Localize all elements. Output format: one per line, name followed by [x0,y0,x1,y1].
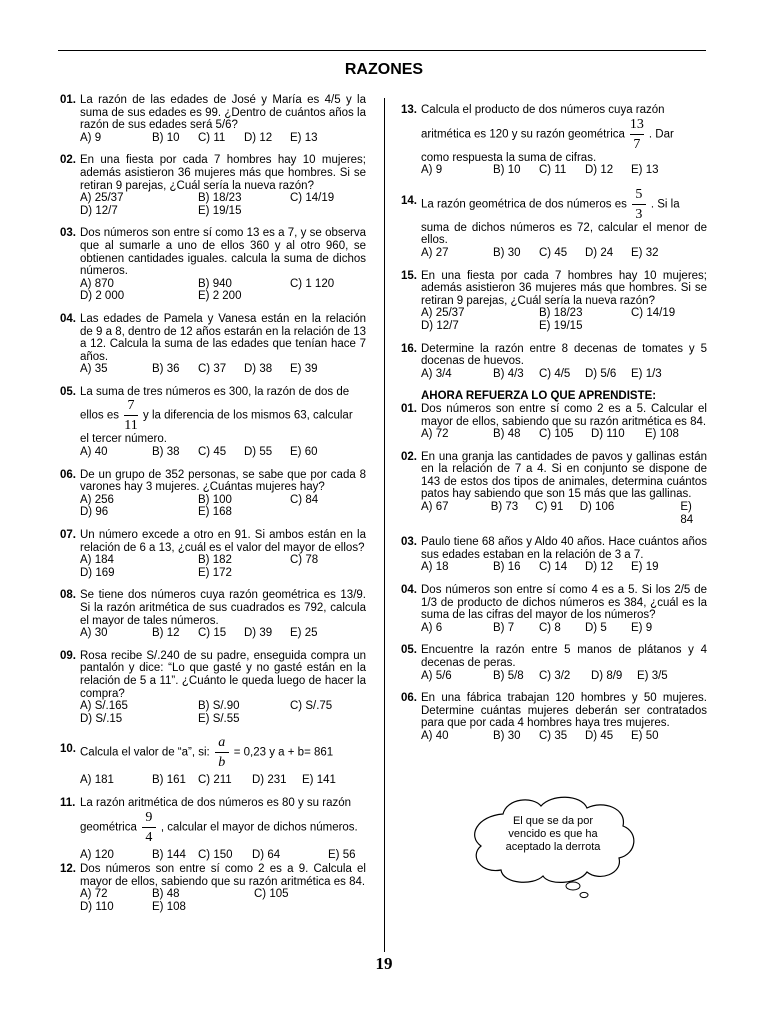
thought-cloud [463,792,643,900]
option-e: E) 19/15 [198,204,242,217]
option-d: D) 2 000 [80,290,125,303]
cloud-text-line-1: El que se da por [512,815,594,827]
option-d: D) 169 [80,566,115,579]
question-11 [60,797,366,861]
option-c: C) 14/19 [631,307,676,320]
question-number: 13. [401,104,417,116]
question-number: 04. [401,584,417,597]
option-a: A) S/.165 [80,700,128,713]
question-16 [401,343,707,381]
option-c: C) 11 [539,164,567,177]
numerator: a [218,735,226,751]
question-number: 06. [60,468,76,481]
right-column [401,104,707,753]
fraction [124,398,138,433]
option-c: C) 78 [290,554,319,567]
answer-options [421,428,707,441]
option-b: B) 30 [493,729,521,742]
option-a: A) 67 [421,501,449,514]
question-number: 04. [60,312,76,325]
option-a: A) 120 [80,848,114,861]
fraction [630,117,644,152]
question-number: 05. [401,644,417,657]
option-c: C) 14/19 [290,192,335,205]
option-a: A) 72 [421,428,449,441]
option-b: B) 10 [493,164,521,177]
option-c: C) 105 [539,428,574,441]
question-text: Las edades de Pamela y Vanesa están en la relación de 9 a 8, dentro de 12 años estarán en la relación de 13 a 12. Calcula la suma de las edades que tenían hace 7 años. [80,312,366,363]
option-e: E) 50 [631,729,659,742]
left-column [60,94,366,924]
question-15 [401,270,707,333]
question-text: Calcula el valor de “a”, si: [80,746,210,759]
numerator: 7 [127,398,135,414]
answer-options [421,730,707,743]
question-number: 14. [401,194,417,207]
option-a: A) 9 [80,131,102,144]
option-a: A) 25/37 [80,192,124,205]
question-08 [60,589,366,639]
option-b: B) 4/3 [493,367,524,380]
option-d: D) 96 [80,506,109,519]
answer-options [421,164,707,177]
review-question-04 [401,584,707,634]
question-number: 11. [60,796,76,809]
option-d: D) 110 [591,428,625,441]
question-text: La suma de tres números es 300, la razón de dos de [80,385,350,398]
question-text: En una fiesta por cada 7 hombres hay 10 mujeres; además asistieron 36 mujeres más que hombres. Si se retiran 9 parejas, ¿Cuál sería la nueva razón? [80,154,366,192]
question-text: Dos números son entre sí como 13 es a 7, y se observa que al sumarle a uno de ellos 360 y al otro 960, se obtienen cantidades iguales. calcula la suma de dichos números. [80,227,366,278]
question-text: Calcula el producto de dos números cuya razón [421,104,665,116]
option-a: A) 870 [80,277,114,290]
option-a: A) 256 [80,493,114,506]
answer-options [80,278,366,291]
question-07 [60,529,366,579]
answer-options [80,627,366,640]
option-e: E) 39 [290,363,318,376]
review-question-03 [401,536,707,574]
fraction-bar [142,827,156,828]
option-c: C) 91 [535,501,564,514]
answer-options [421,622,707,635]
option-d: D) 38 [244,363,273,376]
cloud-text-line-2: vencido es que ha [508,828,598,840]
question-number: 06. [401,692,417,705]
answer-options [80,494,366,507]
page-number: 19 [375,954,393,973]
question-text: La razón de las edades de José y María es 4/5 y la suma de sus edades es 99. ¿Dentro de cuántos años la razón de sus edades será 5/6? [80,94,366,132]
answer-options [421,247,707,260]
option-b: B) 48 [493,428,521,441]
option-a: A) 35 [80,363,108,376]
option-e: E) 19 [631,561,659,574]
question-number: 08. [60,589,76,602]
cloud-text-line-3: aceptado la derrota [505,841,601,853]
answer-options [80,888,366,901]
option-b: B) 100 [198,493,232,506]
question-text: Determine la razón entre 8 decenas de tomates y 5 docenas de huevos. [421,342,707,368]
denominator: b [218,755,226,771]
question-text: En una fiesta por cada 7 hombres hay 10 mujeres; además asistieron 36 mujeres más que hombres. Si se retiran 9 parejas, ¿Cuál sería la nueva razón? [421,269,707,307]
option-b: B) 18/23 [539,307,583,320]
answer-options [421,561,707,574]
option-b: B) S/.90 [198,700,240,713]
option-d: D) 24 [585,246,614,259]
option-e: E) 32 [631,246,659,259]
option-b: B) 38 [152,446,180,459]
question-text: En una fábrica trabajan 120 hombres y 50 mujeres. Determine cuántas mujeres deberán ser contratados para que por cada 4 hombres haya tres mujeres. [421,692,707,730]
option-e: E) 25 [290,627,318,640]
cloud-bubble [566,882,580,890]
review-question-02 [401,451,707,527]
option-b: B) 12 [152,627,180,640]
option-e: E) 108 [152,900,186,913]
column-divider [384,98,385,952]
option-c: C) 211 [198,774,232,787]
question-text: . Si la [650,198,680,211]
option-c: C) 11 [198,131,226,144]
question-13 [401,104,707,177]
option-c: C) 1 120 [290,277,335,290]
fraction [632,187,646,222]
option-c: C) 105 [254,888,289,901]
answer-options [80,774,366,787]
option-d: D) 45 [585,729,614,742]
option-d: D) 12 [585,164,614,177]
option-c: C) 45 [539,246,568,259]
option-a: A) 5/6 [421,669,452,682]
page-title: RAZONES [344,61,424,78]
option-d: D) 55 [244,446,273,459]
option-b: B) 10 [152,131,180,144]
review-question-05 [401,644,707,682]
question-10 [60,735,366,787]
question-number: 07. [60,529,76,542]
question-number: 10. [60,743,76,756]
numerator: 9 [145,809,153,825]
option-a: A) 72 [80,888,108,901]
option-b: B) 940 [198,277,232,290]
question-05 [60,386,366,459]
option-d: D) S/.15 [80,712,123,725]
question-text: el tercer número. [80,433,167,446]
fraction-bar [632,204,646,205]
answer-options [421,670,707,683]
answer-options [80,554,366,567]
review-question-06 [401,692,707,742]
question-number: 01. [401,402,417,415]
option-e: E) 2 200 [198,290,242,303]
question-text: aritmética es 120 y su razón geométrica [421,128,625,141]
option-c: C) 4/5 [539,367,571,380]
option-d: D) 39 [244,627,273,640]
answer-options [80,192,366,205]
option-c: C) 35 [539,729,568,742]
answer-options [421,501,707,526]
answer-options [421,307,707,320]
question-06 [60,469,366,519]
option-d: D) 12 [585,561,614,574]
option-e: E) 19/15 [539,319,583,332]
top-rule [58,50,706,51]
question-number: 12. [60,863,76,876]
option-b: B) 182 [198,554,232,567]
section-heading: AHORA REFUERZA LO QUE APRENDISTE: [421,390,657,403]
option-d: D) 5/6 [585,367,617,380]
option-c: C) 3/2 [539,669,571,682]
question-number: 02. [60,154,76,167]
option-e: E) 84 [680,501,694,526]
option-c: C) 8 [539,621,561,634]
option-b: B) 48 [152,888,180,901]
fraction-bar [215,752,229,753]
question-text: Encuentre la razón entre 5 manos de plátanos y 4 decenas de peras. [421,644,707,669]
answer-options [80,132,366,145]
question-text: Dos números son entre sí como 2 es a 9. Calcula el mayor de ellos, sabiendo que su razón aritmética es 84. [80,863,366,888]
question-03 [60,227,366,303]
option-c: C) S/.75 [290,700,333,713]
fraction [142,810,156,845]
denominator: 7 [633,136,641,152]
option-c: C) 150 [198,848,233,861]
option-d: D) 231 [252,774,287,787]
option-b: B) 30 [493,246,521,259]
option-b: B) 16 [493,561,521,574]
option-a: A) 30 [80,627,108,640]
option-d: D) 106 [579,501,615,514]
fraction-bar [124,415,138,416]
option-d: D) 12 [244,131,273,144]
option-d: D) 12/7 [421,319,459,332]
option-c: C) 37 [198,363,227,376]
denominator: 4 [145,829,153,845]
answer-options [80,446,366,459]
question-number: 15. [401,269,417,282]
option-a: A) 184 [80,554,114,567]
option-e: E) 108 [645,428,679,441]
option-b: B) 36 [152,363,180,376]
option-a: A) 18 [421,561,449,574]
question-number: 16. [401,342,417,355]
question-04 [60,313,366,376]
cloud-bubble [580,892,588,897]
question-text: = 0,23 y a + b= 861 [233,746,334,759]
question-14 [401,187,707,260]
denominator: 11 [124,418,138,434]
option-b: B) 7 [493,621,515,634]
option-c: C) 15 [198,627,227,640]
option-e: E) 168 [198,506,232,519]
question-number: 05. [60,385,76,398]
answer-options [80,363,366,376]
review-question-01 [401,403,707,441]
option-e: E) 3/5 [637,669,668,682]
numerator: 13 [629,116,644,132]
option-d: D) 110 [80,900,114,913]
option-a: A) 40 [80,446,108,459]
option-b: B) 73 [490,501,519,514]
question-01 [60,94,366,144]
denominator: 3 [635,206,643,222]
option-e: E) 60 [290,446,318,459]
question-number: 01. [60,94,76,106]
option-d: D) 64 [252,848,281,861]
question-text: Un número excede a otro en 91. Si ambos están en la relación de 6 a 13, ¿cuál es el valor del mayor de ellos? [80,529,366,554]
option-c: C) 84 [290,493,319,506]
option-a: A) 25/37 [421,307,465,320]
option-e: E) 13 [631,164,659,177]
question-text: y la diferencia de los mismos 63, calcular [143,410,353,422]
question-text: La razón aritmética de dos números es 80 y su razón [80,796,352,809]
answer-options [421,368,707,381]
option-e: E) 9 [631,621,653,634]
answer-options [80,700,366,713]
fraction [215,735,229,770]
question-text: , calcular el mayor de dichos números. [160,821,358,834]
question-text: . Dar [648,128,674,141]
question-number: 03. [401,536,417,549]
question-text: suma de dichos números es 72, calcular el menor de ellos. [421,221,707,247]
question-09 [60,650,366,726]
option-b: B) 161 [152,774,186,787]
question-number: 09. [60,649,76,662]
question-text: geométrica [80,821,137,834]
option-e: E) 172 [198,566,232,579]
option-d: D) 8/9 [591,669,623,682]
option-d: D) 5 [585,621,607,634]
option-d: D) 12/7 [80,204,118,217]
question-number: 02. [401,450,417,463]
option-b: B) 18/23 [198,192,242,205]
question-text: De un grupo de 352 personas, se sabe que por cada 8 varones hay 3 mujeres. ¿Cuántas mujeres hay? [80,468,366,494]
option-a: A) 27 [421,246,449,259]
question-02 [60,154,366,217]
option-b: B) 144 [152,848,186,861]
question-text: ellos es [80,410,119,422]
option-a: A) 6 [421,621,443,634]
question-text: Dos números son entre sí como 4 es a 5. Si los 2/5 de 1/3 de producto de dichos números es 384, ¿cuál es la suma de las cifras del mayor de los números? [421,584,707,622]
question-text: Dos números son entre sí como 2 es a 5. Calcular el mayor de ellos, sabiendo que su razón aritmética es 84. [421,402,707,428]
option-a: A) 40 [421,729,449,742]
numerator: 5 [635,186,643,202]
question-text: como respuesta la suma de cifras. [421,151,597,164]
answer-options [80,849,366,862]
option-c: C) 45 [198,446,227,459]
question-text: La razón geométrica de dos números es [421,198,627,211]
question-text: Paulo tiene 68 años y Aldo 40 años. Hace cuántos años sus edades estaban en la relación de 3 a 7. [421,536,707,561]
question-12 [60,863,366,913]
option-a: A) 181 [80,774,114,787]
option-b: B) 5/8 [493,669,524,682]
fraction-bar [630,134,644,135]
option-e: E) 1/3 [631,367,662,380]
option-c: C) 14 [539,561,568,574]
question-text: Se tiene dos números cuya razón geométrica es 13/9. Si la razón aritmética de sus cuadrados es 792, calcula el mayor de tales números. [80,589,366,627]
question-text: Rosa recibe S/.240 de su padre, enseguida compra un pantalón y dice: “Lo que gasté y no gasté están en la relación de 5 a 11”. ¿Cuánto le queda luego de hacer la compra? [80,649,366,700]
question-text: En una granja las cantidades de pavos y gallinas están en la relación de 7 a 4. Si en conjunto se dispone de 143 de estos dos tipos de animales, determina cuántos patos hay sabiendo que son 15 más que las gallinas. [421,450,707,501]
option-a: A) 9 [421,164,443,177]
option-a: A) 3/4 [421,367,452,380]
option-e: E) 56 [328,848,356,861]
option-e: E) 13 [290,131,318,144]
option-e: E) S/.55 [198,712,240,725]
question-number: 03. [60,227,76,240]
option-e: E) 141 [302,774,336,787]
